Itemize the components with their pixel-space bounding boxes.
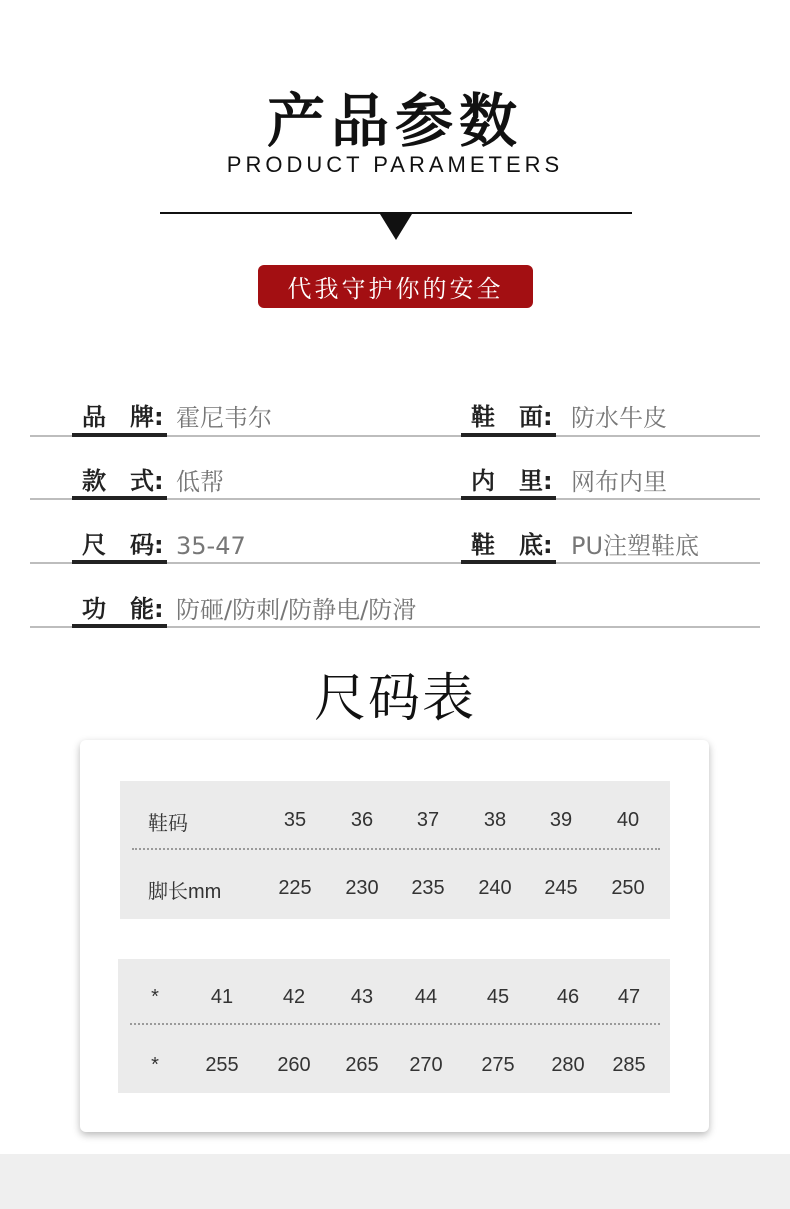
label-underline — [461, 496, 556, 500]
param-label-lining: 内 里: — [471, 467, 553, 495]
table-cell: 255 — [205, 1054, 239, 1076]
page-subtitle: PRODUCT PARAMETERS — [226, 152, 564, 177]
param-label-function: 功 能: — [82, 595, 164, 623]
table-cell: 40 — [616, 809, 640, 831]
param-value-sole: PU注塑鞋底 — [571, 532, 700, 560]
label-underline — [72, 560, 167, 564]
table-header-cell: 鞋码 — [148, 813, 188, 835]
table-cell: 41 — [210, 986, 234, 1008]
table-cell: 260 — [277, 1054, 311, 1076]
table-cell: 35 — [283, 809, 307, 831]
label-underline — [72, 624, 167, 628]
table-cell: 245 — [544, 877, 578, 899]
label-underline — [461, 560, 556, 564]
table-cell: 225 — [278, 877, 312, 899]
table-cell: 230 — [345, 877, 379, 899]
param-label-sole: 鞋 底: — [471, 531, 553, 559]
param-value-style: 低帮 — [176, 468, 224, 496]
param-label-upper: 鞋 面: — [471, 403, 553, 431]
table-header-cell: 脚长mm — [148, 881, 222, 903]
table-cell: 240 — [478, 877, 512, 899]
param-label-size: 尺 码: — [82, 531, 164, 559]
table-cell: 36 — [350, 809, 374, 831]
table-cell: 46 — [556, 986, 580, 1008]
table-cell: 270 — [409, 1054, 443, 1076]
param-value-size: 35-47 — [176, 532, 246, 560]
table-cell: 38 — [483, 809, 507, 831]
table-divider — [132, 848, 660, 850]
table-cell: 47 — [617, 986, 641, 1008]
table-cell: 42 — [282, 986, 306, 1008]
param-label-brand: 品 牌: — [82, 403, 164, 431]
slogan-badge: 代我守护你的安全 — [258, 265, 533, 308]
label-underline — [461, 433, 556, 437]
triangle-down-icon — [380, 214, 412, 240]
page-title: 产品参数 — [266, 87, 523, 155]
footer-band — [0, 1154, 790, 1209]
param-value-upper: 防水牛皮 — [571, 404, 667, 432]
size-table-2 — [118, 959, 670, 1093]
table-cell: 265 — [345, 1054, 379, 1076]
table-cell: 280 — [551, 1054, 585, 1076]
table-cell: 39 — [549, 809, 573, 831]
table-cell: 37 — [416, 809, 440, 831]
param-label-style: 款 式: — [82, 467, 164, 495]
table-cell: 235 — [411, 877, 445, 899]
label-underline — [72, 433, 167, 437]
label-underline — [72, 496, 167, 500]
table-cell: 44 — [414, 986, 438, 1008]
table-cell: 275 — [481, 1054, 515, 1076]
size-table-1 — [120, 781, 670, 919]
table-cell: 250 — [611, 877, 645, 899]
param-value-lining: 网布内里 — [571, 468, 667, 496]
table-cell: 45 — [486, 986, 510, 1008]
param-value-function: 防砸/防刺/防静电/防滑 — [176, 596, 417, 624]
table-cell: 43 — [350, 986, 374, 1008]
table-header-cell: * — [151, 1054, 159, 1076]
table-cell: 285 — [612, 1054, 646, 1076]
param-value-brand: 霍尼韦尔 — [176, 404, 272, 432]
table-divider — [130, 1023, 660, 1025]
table-header-cell: * — [151, 986, 159, 1008]
size-chart-title: 尺码表 — [313, 669, 476, 729]
